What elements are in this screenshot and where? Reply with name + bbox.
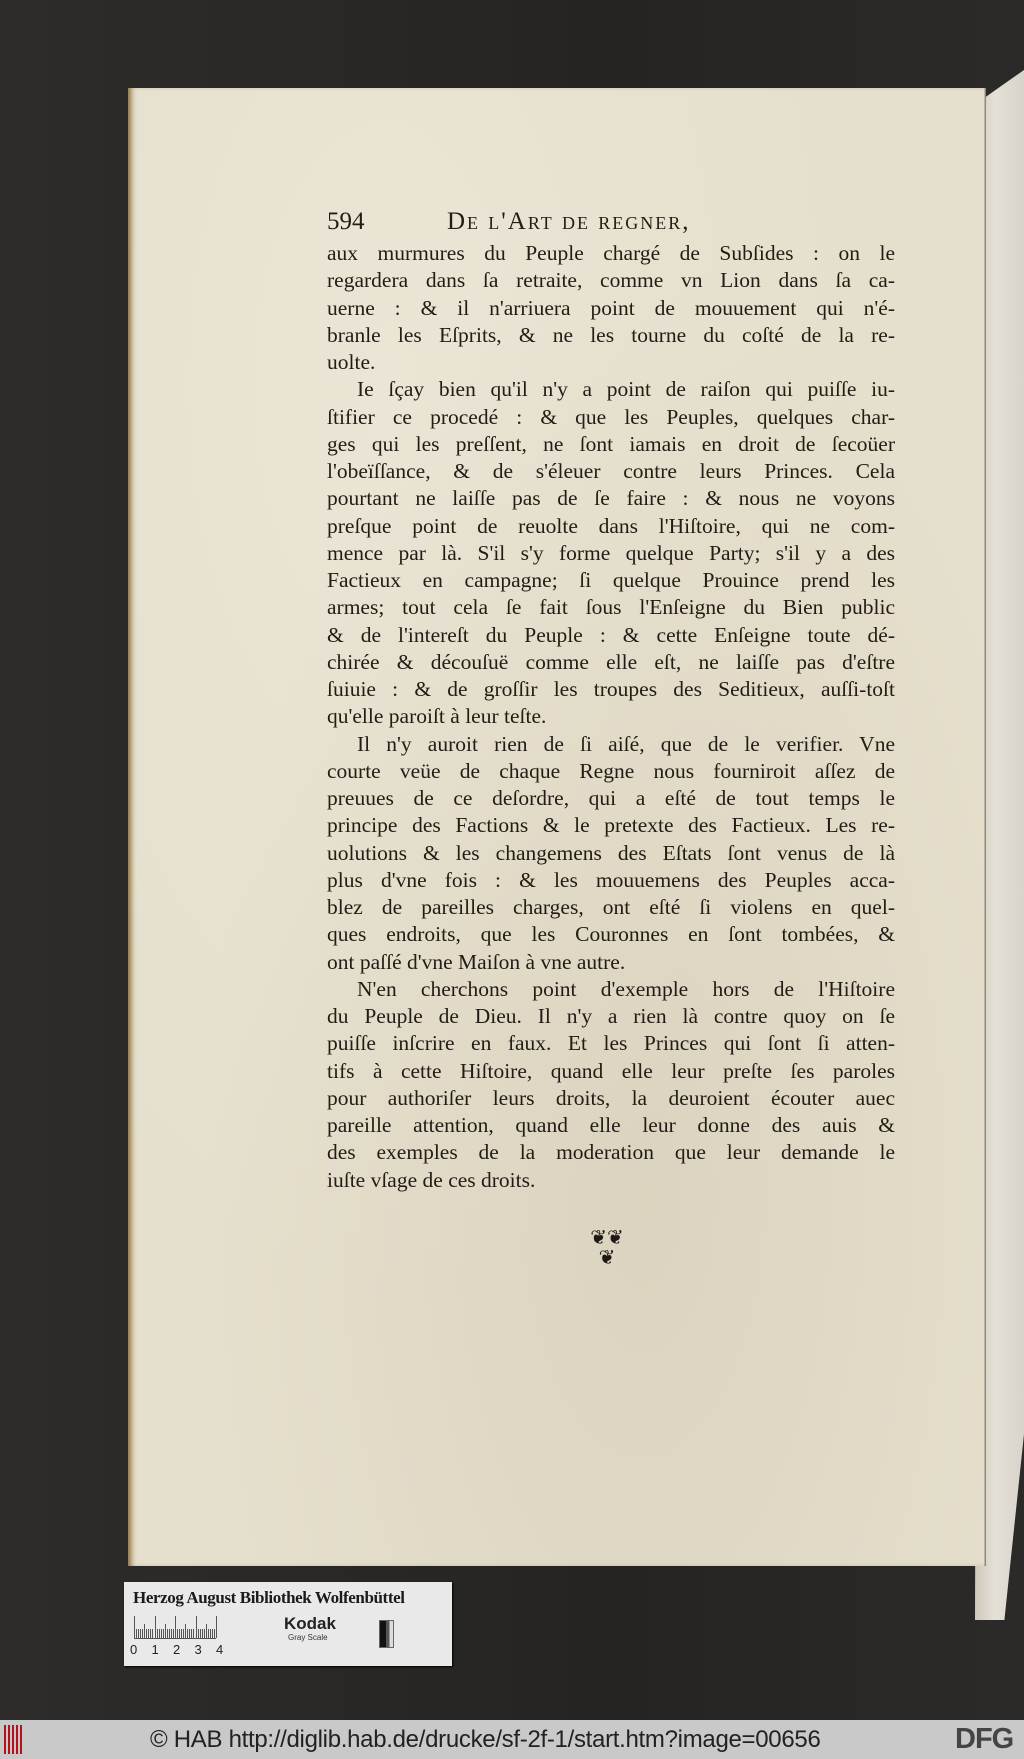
text-line: uerne : & il n'arriuera point de mouuement qui n'é- [327,295,895,320]
ruler-tick [169,1629,170,1638]
text-line: du Peuple de Dieu. Il n'y a rien là contre quoy on ſe [327,1004,895,1028]
page-fold-line [985,88,986,1566]
text-line: ont paſſé d'vne Maiſon à vne autre. [327,949,626,974]
text-line: preſque point de reuolte dans l'Hiſtoire, qui ne com- [327,513,895,538]
text-line: armes; tout cela ſe fait ſous l'Enſeigne du Bien public [327,595,895,620]
text-line: uolutions & les changemens des Eſtats ſont venus de là [327,840,895,865]
fleuron-ornament-icon: ❦❦ ❦ [590,1227,624,1269]
text-line: ſtifier ce procedé : & que les Peuples, quelques char- [327,404,895,429]
text-line: courte veüe de chaque Regne nous fourniroit aſſez de [327,758,895,783]
text-line: des exemples de la moderation que leur demande le [327,1140,895,1165]
ruler-tick [146,1629,147,1638]
ruler-tick [191,1629,192,1638]
text-line: blez de pareilles charges, ont eſté ſi violens en quel- [327,895,895,919]
dfg-logo: DFG [955,1723,1014,1755]
text-line: Factieux en campagne; ſi quelque Prouince prend les [327,568,895,592]
ruler-tick [179,1629,180,1638]
gray-scale-swatch [379,1620,394,1648]
ruler-tick [183,1629,184,1638]
text-line: mence par là. S'il s'y forme quelque Party; s'il y a des [327,540,895,565]
gray-scale-label: Gray Scale [288,1633,328,1642]
ruler-tick [159,1629,160,1638]
ruler-tick [210,1629,211,1638]
ruler-scale [134,1616,216,1639]
ruler-tick [150,1629,151,1638]
text-line: Il n'y auroit rien de ſi aiſé, que de le verifier. Vne [357,731,895,756]
ruler-tick [134,1616,135,1638]
ruler-tick [177,1629,178,1638]
text-line: pourtant ne laiſſe pas de ſe faire : & nous ne voyons [327,486,895,511]
ruler-number: 1 [151,1642,159,1657]
ruler-tick [196,1616,197,1638]
ruler-tick [138,1629,139,1638]
text-line: qu'elle paroiſt à leur teſte. [327,704,547,729]
text-line: ques endroits, que les Couronnes en ſont tombées, & [327,922,895,947]
text-line: l'obeïſſance, & de s'éleuer contre leurs Princes. Cela [327,459,895,483]
ruler-tick [163,1629,164,1638]
ruler-tick [202,1629,203,1638]
ruler-number: 2 [173,1642,181,1657]
text-line: & de l'intereſt du Peuple : & cette Enſeigne toute dé- [327,622,895,647]
ruler-tick [175,1616,176,1638]
copyright-link[interactable]: © HAB http://diglib.hab.de/drucke/sf-2f-1/start.htm?image=00656 [150,1726,821,1753]
ruler-tick [214,1629,215,1638]
ruler-tick [148,1629,149,1638]
ruler-tick [165,1624,166,1638]
ruler-tick [181,1629,182,1638]
ruler-tick [206,1624,207,1638]
text-line: ges qui les preſſent, ne ſont iamais en droit de ſecoüer [327,431,895,456]
ruler-tick [144,1624,145,1638]
text-line: puiſſe inſcrire en faux. Et les Princes qui ſont ſi atten- [327,1031,895,1056]
ruler-number: 3 [194,1642,202,1657]
ruler-tick [187,1629,188,1638]
ruler-tick [198,1629,199,1638]
text-line: branle les Eſprits, & ne les tourne du coſté de la re- [327,322,895,347]
ruler-tick [204,1629,205,1638]
ruler-tick [200,1629,201,1638]
ruler-tick [155,1616,156,1638]
ruler-tick [216,1616,217,1638]
text-line: pour authoriſer leurs droits, la deuroient écouter auec [327,1085,895,1110]
ruler-tick [157,1629,158,1638]
ruler-tick [136,1629,137,1638]
ruler-tick [167,1629,168,1638]
library-name: Herzog August Bibliothek Wolfenbüttel [133,1588,405,1607]
text-line: principe des Factions & le pretexte des Factieux. Les re- [327,813,895,838]
ruler-number: 0 [130,1642,138,1657]
page-body-text [327,240,895,1194]
text-line: uolte. [327,350,376,374]
text-line: preuues de ce deſordre, qui a eſté de tout temps le [327,786,895,810]
ruler-tick [185,1624,186,1638]
text-line: chirée & découſuë comme elle eſt, ne laiſſe pas d'eſtre [327,649,895,674]
page-number: 594 [327,208,365,235]
text-line: pareille attention, quand elle leur donne des auis & [327,1113,895,1137]
text-line: aux murmures du Peuple chargé de Subſides : on le [327,241,895,265]
text-line: N'en cherchons point d'exemple hors de l'Hiſtoire [357,976,895,1001]
ruler-tick [140,1629,141,1638]
ruler-tick [171,1629,172,1638]
ruler-tick [208,1629,209,1638]
kodak-brand: Kodak [284,1614,336,1633]
text-line: iuſte vſage de ces droits. [327,1167,536,1192]
text-line: Ie ſçay bien qu'il n'y a point de raiſon qui puiſſe iu- [357,377,895,402]
ruler-tick [189,1629,190,1638]
ruler-tick [212,1629,213,1638]
page-header [327,208,897,238]
text-line: ſuiuie : & de groſſir les troupes des Seditieux, auſſi-toſt [327,677,895,701]
footer-bar [0,1720,1024,1759]
running-title: De l'Art de regner, [447,208,691,235]
ruler-tick [193,1629,194,1638]
ruler-tick [152,1629,153,1638]
ruler-tick [173,1629,174,1638]
scan-reference-card [124,1582,452,1666]
text-line: plus d'vne fois : & les mouuemens des Peuples acca- [327,867,895,892]
text-line: regardera dans ſa retraite, comme vn Lion dans ſa ca- [327,268,895,293]
ruler-number: 4 [216,1642,224,1657]
hab-logo-icon [4,1725,24,1754]
text-line: tifs à cette Hiſtoire, quand elle leur preſte ſes paroles [327,1058,895,1083]
ruler-tick [161,1629,162,1638]
ruler-numbers [130,1642,238,1657]
ruler-tick [142,1629,143,1638]
